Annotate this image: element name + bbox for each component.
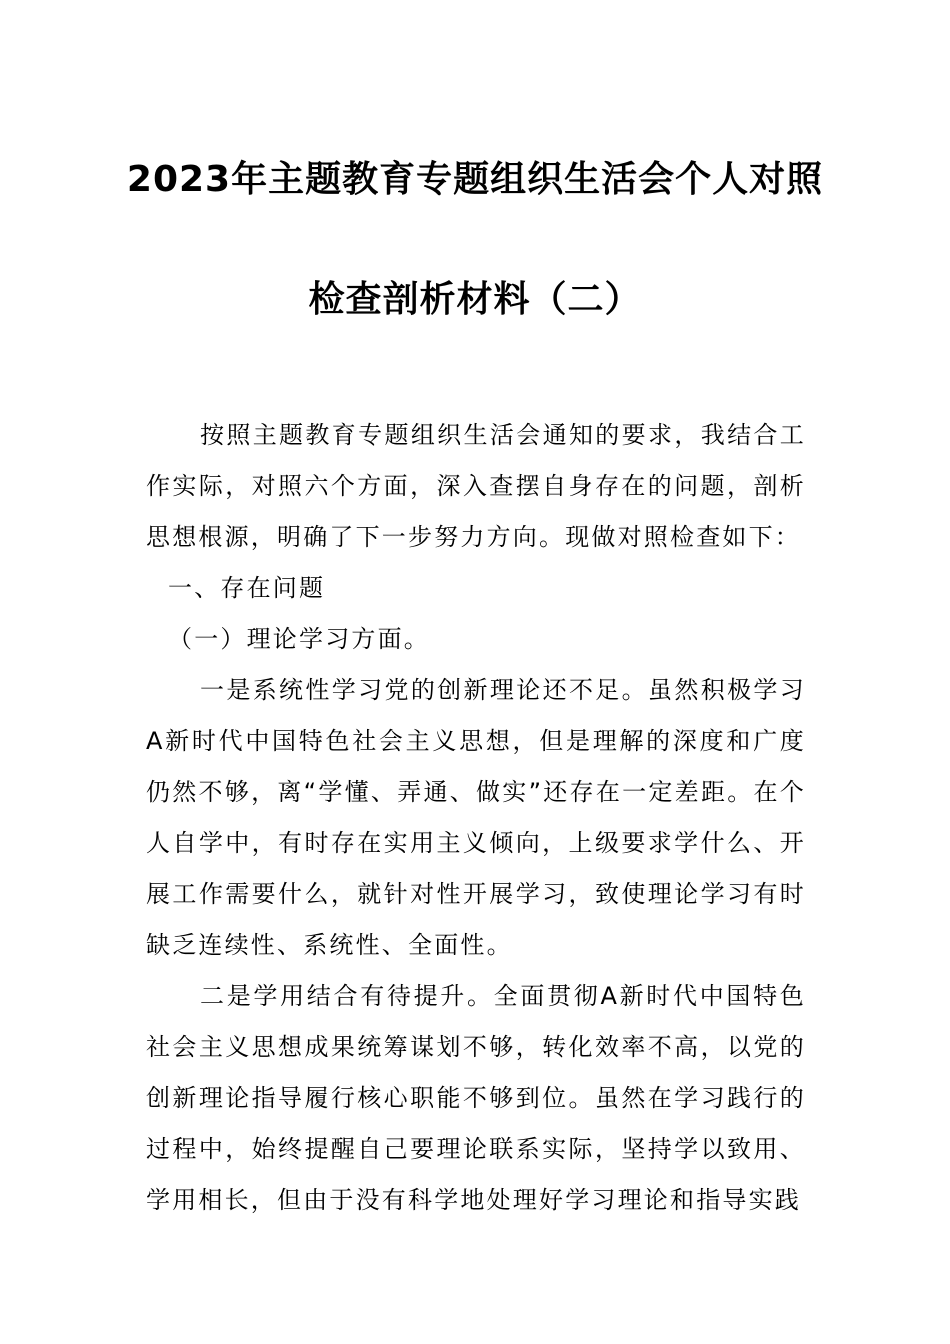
body-paragraph: 一是系统性学习党的创新理论还不足。虽然积极学习A新时代中国特色社会主义思想，但是理解的深度和广度仍然不够，离“学懂、弄通、做实”还存在一定差距。在个人自学中，有时存在实用主义倾向，上级要求学什么、开展工作需要什么，就针对性开展学习，致使理论学习有时缺乏连续性、系统性、全面性。 [146,676,806,959]
document-body [146,410,806,1226]
document-title-line-2: 检查剖析材料（二） [308,279,642,320]
intro-paragraph: 按照主题教育专题组织生活会通知的要求，我结合工作实际，对照六个方面，深入查摆自身存在的问题，剖析思想根源，明确了下一步努力方向。现做对照检查如下： [146,421,806,551]
document-title-line-1: 2023年主题教育专题组织生活会个人对照 [126,159,824,200]
subsection-heading-theory-study: （一）理论学习方面。 [168,625,430,653]
section-heading-problems: 一、存在问题 [168,574,326,602]
body-paragraph: 二是学用结合有待提升。全面贯彻A新时代中国特色社会主义思想成果统筹谋划不够，转化效率不高，以党的创新理论指导履行核心职能不够到位。虽然在学习践行的过程中，始终提醒自己要理论联系实际，坚持学以致用、学用相长，但由于没有科学地处理好学习理论和指导实践 [146,982,806,1214]
